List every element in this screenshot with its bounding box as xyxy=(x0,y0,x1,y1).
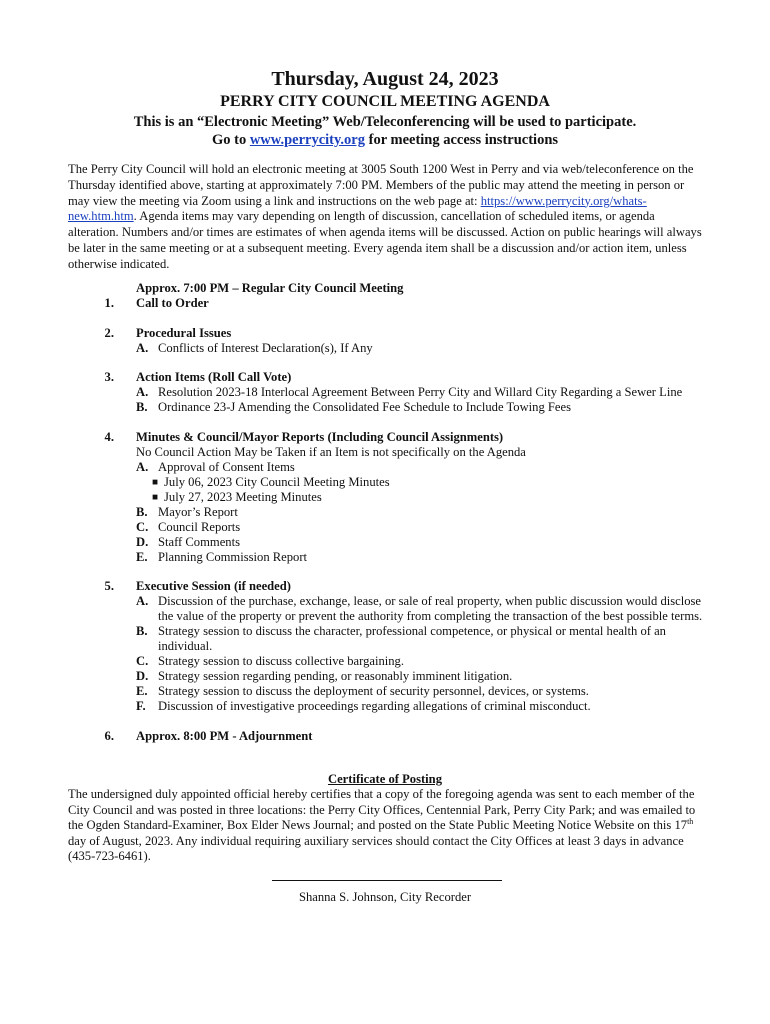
sub-letter: D. xyxy=(136,534,149,549)
meeting-date: Thursday, August 24, 2023 xyxy=(271,68,499,90)
sub-text: Discussion of investigative proceedings regarding allegations of criminal misconduct. xyxy=(158,699,591,713)
no-action-note: No Council Action May be Taken if an Item is not specifically on the Agenda xyxy=(136,444,526,459)
access-instructions xyxy=(0,132,770,149)
sub-letter: E. xyxy=(136,549,148,564)
sub-text: Planning Commission Report xyxy=(158,549,308,564)
bullet-icon: ■ xyxy=(152,476,159,488)
sub-text: Ordinance 23-J Amending the Consolidated Fee Schedule to Include Towing Fees xyxy=(158,400,571,414)
intro-paragraph xyxy=(68,162,706,273)
item-number: 4. xyxy=(104,429,114,444)
item-number: 1. xyxy=(104,296,114,310)
sub-letter: A. xyxy=(136,340,149,355)
certificate-text-1: The undersigned duly appointed official hereby certifies that a copy of the foregoing agenda was sent to each member of the City Council and was posted in three locations: the Perry City Offices, Centennial Park, Perry City Park; and was emailed to the Ogden Standard-Examiner, Box Elder News Journal; and posted on the State Public Meeting Notice Website on this 17 xyxy=(68,787,696,833)
sub-item xyxy=(136,594,708,624)
sub-item xyxy=(136,654,708,669)
agenda-item-5 xyxy=(68,579,708,714)
list-item xyxy=(152,475,708,490)
intro-text-1: The Perry City Council will hold an electronic meeting at 3005 South 1200 West in Perry and via web/teleconference on the Thursday identified above, starting at approximately 7:00 PM. Members of the public may attend the meeting in person or may view the meeting via Zoom using a link and instructions on the web page at: xyxy=(68,162,694,208)
sub-item xyxy=(136,400,708,415)
sub-item xyxy=(136,520,708,535)
sub-letter: B. xyxy=(136,400,148,414)
sub-item xyxy=(136,684,708,699)
agenda-item-1 xyxy=(68,296,708,311)
sub-item xyxy=(136,460,708,475)
intro-text-2: . Agenda items may vary depending on length of discussion, cancellation of scheduled items, or agenda alteration. Numbers and/or times are estimates of when agenda items will be discussed. Action on public hearings will always be later in the same meeting or at a subsequent meeting. Every agenda item shall be a discussion and/or action item, unless otherwise indicated. xyxy=(68,209,702,271)
item-number: 2. xyxy=(104,325,114,340)
page-title: PERRY CITY COUNCIL MEETING AGENDA xyxy=(220,93,550,110)
sub-letter: F. xyxy=(136,699,146,713)
item-number: 6. xyxy=(104,728,114,743)
sub-text: Strategy session to discuss collective bargaining. xyxy=(158,654,405,668)
sub-text: Discussion of the purchase, exchange, lease, or sale of real property, when public discussion would disclose the value of the property or prevent the authority from completing the transaction of the best possible terms. xyxy=(158,594,703,623)
sub-item xyxy=(136,624,708,654)
sub-letter: A. xyxy=(136,459,149,474)
access-suffix: for meeting access instructions xyxy=(365,132,559,148)
sub-item xyxy=(136,385,708,400)
sub-letter: B. xyxy=(136,624,148,638)
agenda-item-6 xyxy=(68,729,708,744)
sub-text: Resolution 2023-18 Interlocal Agreement Between Perry City and Willard City Regarding a Sewer Line xyxy=(158,385,683,399)
sub-text: Staff Comments xyxy=(158,534,240,549)
agenda-item-2 xyxy=(68,326,708,356)
certificate-body xyxy=(68,787,708,865)
item-title: Action Items (Roll Call Vote) xyxy=(136,370,292,384)
sub-text: Strategy session regarding pending, or reasonably imminent litigation. xyxy=(158,669,513,683)
certificate-text-2: day of August, 2023. Any individual requiring auxiliary services should contact the City Offices at least 3 days in advance (435-723-6461). xyxy=(68,833,684,864)
sub-text: Strategy session to discuss the character, professional competence, or physical or mental health of an individual. xyxy=(158,624,666,653)
sub-letter: C. xyxy=(136,519,149,534)
sub-letter: C. xyxy=(136,654,149,668)
sub-text: Mayor’s Report xyxy=(158,504,238,519)
sub-text: Council Reports xyxy=(158,519,241,534)
bullet-icon: ■ xyxy=(152,491,159,503)
agenda-item-4 xyxy=(68,430,708,565)
sub-item xyxy=(136,341,708,356)
access-prefix: Go to xyxy=(211,132,250,148)
sub-item xyxy=(136,550,708,565)
sub-item xyxy=(136,505,708,520)
agenda-item-3 xyxy=(68,370,708,415)
signer-name: Shanna S. Johnson, City Recorder xyxy=(298,890,472,904)
item-title: Approx. 8:00 PM - Adjournment xyxy=(136,728,313,743)
sub-letter: A. xyxy=(136,385,149,399)
sub-text: Conflicts of Interest Declaration(s), If Any xyxy=(158,340,373,355)
agenda-list xyxy=(68,281,708,744)
item-number: 5. xyxy=(104,579,114,593)
whats-new-link[interactable]: https://www.perrycity.org/whats-new.htm.htm xyxy=(68,193,647,224)
signature-line xyxy=(272,880,502,881)
sub-item xyxy=(136,699,708,714)
certificate-sup: th xyxy=(687,817,694,826)
website-link[interactable]: www.perrycity.org xyxy=(249,132,365,148)
item-title: Executive Session (if needed) xyxy=(136,579,291,593)
item-title: Procedural Issues xyxy=(136,325,232,340)
sub-letter: B. xyxy=(136,504,148,519)
bullet-text: July 27, 2023 Meeting Minutes xyxy=(164,489,322,504)
certificate-title: Certificate of Posting xyxy=(327,772,442,786)
item-title: Minutes & Council/Mayor Reports (Including Council Assignments) xyxy=(136,429,504,444)
sub-letter: E. xyxy=(136,684,148,698)
sub-text: Strategy session to discuss the deployment of security personnel, devices, or systems. xyxy=(158,684,589,698)
sub-item xyxy=(136,669,708,684)
list-item xyxy=(152,490,708,505)
sub-text: Approval of Consent Items xyxy=(158,459,295,474)
item-title: Call to Order xyxy=(136,296,209,310)
sub-letter: A. xyxy=(136,594,149,608)
approx-heading: Approx. 7:00 PM – Regular City Council Meeting xyxy=(136,281,404,295)
bullet-text: July 06, 2023 City Council Meeting Minutes xyxy=(164,474,390,489)
electronic-meeting-notice: This is an “Electronic Meeting” Web/Teleconferencing will be used to participate. xyxy=(133,114,637,130)
sub-letter: D. xyxy=(136,669,149,683)
sub-item xyxy=(136,535,708,550)
item-number: 3. xyxy=(104,370,114,384)
